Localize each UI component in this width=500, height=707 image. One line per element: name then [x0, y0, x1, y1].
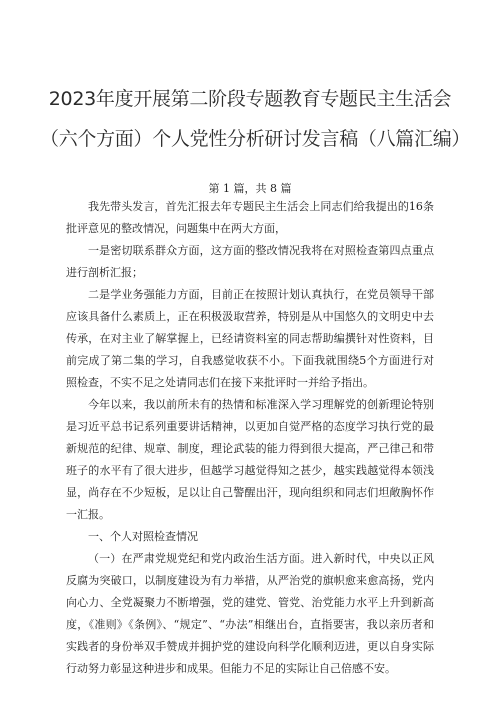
- document-body: [66, 196, 434, 680]
- page-counter: 第 1 篇，共 8 篇: [208, 182, 292, 195]
- document-title-line-1: 2023年度开展第二阶段专题教育专题民主生活会: [48, 88, 452, 110]
- paragraph-1: 我先带头发言，首先汇报去年专题民主生活会上同志们给我提出的16条批评意见的整改情况，问题集中在两大方面，: [66, 200, 434, 235]
- paragraph-4: 今年以来，我以前所未有的热情和标准深入学习理解党的创新理论特别是习近平总书记系列重要讲话精神，以更加自觉严格的态度学习执行党的最新规范的纪律、规章、制度，理论武装的能力得到很大提高，严己律己和带班子的水平有了很大进步，但越学习越觉得知之甚少，越实践越觉得本领浅显，尚存在不少短板，足以让自己警醒出汗，现向组织和同志们坦敞胸怀作一汇报。: [66, 398, 434, 521]
- paragraph-5: （一）在严肃党规党纪和党内政治生活方面。进入新时代，中央以正风反腐为突破口，以制度建设为有力举措，从严治党的旗帜愈来愈高扬，党内向心力、全党凝聚力不断增强，党的建党、管党、治党能力水平上升到新高度，《准则》《条例》、“规定”、“办法”相继出台，直指要害，我以亲历者和实践者的身份举双手赞成并拥护党的建设向科学化顺利迈进，更以自身实际行动努力彰显这种进步和成果。但能力不足的实际让自己倍感不安。: [66, 552, 434, 675]
- paragraph-2: 一是密切联系群众方面，这方面的整改情况我将在对照检查第四点重点进行剖析汇报；: [66, 244, 434, 279]
- section-heading-1: 一、个人对照检查情况: [88, 530, 198, 543]
- paragraph-3: 二是学业务强能力方面，目前正在按照计划认真执行，在党员领导干部应该具备什么素质上，正在积极汲取营养，特别是从中国悠久的文明史中去传承，在对主业了解掌握上，已经请资料室的同志帮助编撰针对性资料，目前完成了第二集的学习，自我感觉收获不小。下面我就围绕5个方面进行对照检查，不实不足之处请同志们在接下来批评时一并给予指出。: [66, 288, 434, 389]
- document-title-line-2: （六个方面）个人党性分析研讨发言稿（八篇汇编）: [40, 128, 471, 150]
